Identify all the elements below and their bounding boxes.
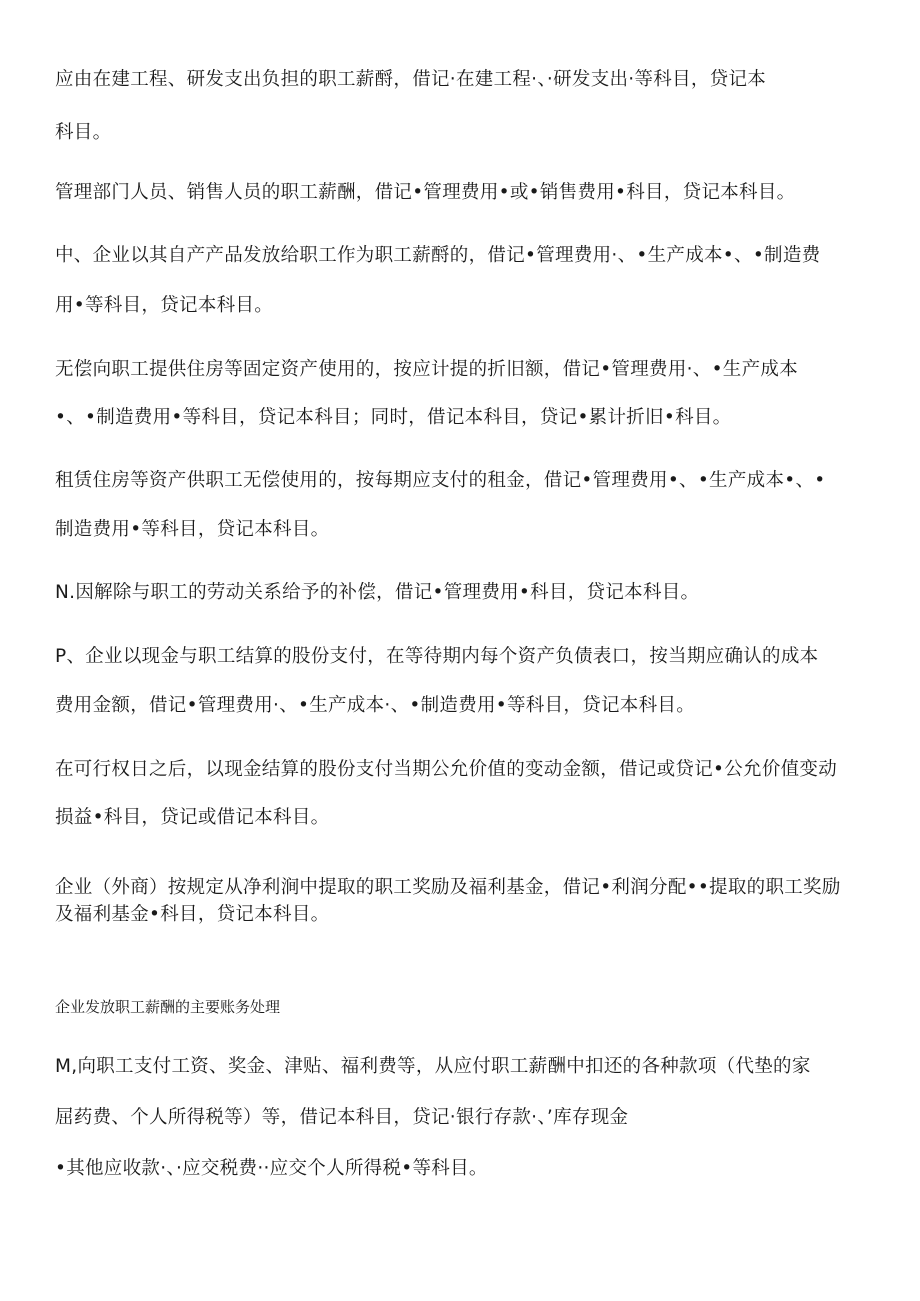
final-paragraph-line-2: 屈药费、个人所得税等）等，借记本科目，贷记·银行存款·、’库存现金 (55, 1107, 629, 1128)
final-paragraph-line-1: M,向职工支付工资、奖金、津贴、福利费等，从应付职工薪酬中扣还的各种款项（代垫的家 (55, 1056, 811, 1077)
paragraph-2-line-1: 管理部门人员、销售人员的职工薪酬，借记•管理费用•或•销售费用•科目，贷记本科目。 (55, 182, 796, 203)
paragraph-1-line-2: 科目。 (55, 122, 112, 143)
paragraph-1-line-1: 应由在建工程、研发支出负担的职工薪酹，借记·在建工程·、·研发支出·等科目，贷记本 (55, 69, 767, 90)
paragraph-6-line-1: N.因解除与职工的劳动关系给予的补偿，借记•管理费用•科目，贷记本科目。 (55, 582, 700, 603)
paragraph-5-line-1: 租赁住房等资产供职工无偿使用的，按每期应支付的租金，借记•管理费用•、•生产成本•、• (55, 470, 826, 491)
paragraph-4-line-2: •、•制造费用•等科目，贷记本科目；同时，借记本科目，贷记•累计折旧•科目。 (55, 407, 732, 428)
paragraph-7-line-1: P、企业以现金与职工结算的股份支付，在等待期内每个资产负债表口，按当期应确认的成本 (55, 646, 819, 667)
paragraph-8-line-2: 损益•科目，贷记或借记本科目。 (55, 807, 330, 828)
paragraph-5-line-2: 制造费用•等科目，贷记本科目。 (55, 519, 330, 540)
paragraph-3-line-2: 用•等科目，贷记本科目。 (55, 295, 274, 316)
paragraph-7-line-2: 费用金额，借记•管理费用·、•生产成本·、•制造费用•等科目，贷记本科目。 (55, 695, 696, 716)
paragraph-4-line-1: 无偿向职工提供住房等固定资产使用的，按应计提的折旧额，借记•管理费用·、•生产成本 (55, 359, 799, 380)
section-heading: 企业发放职工薪酬的主要账务处理 (55, 998, 281, 1016)
final-paragraph-line-3: •其他应收款·、·应交税费··应交个人所得税•等科目。 (55, 1158, 488, 1179)
paragraph-3-line-1: 中、企业以其自产产品发放给职工作为职工薪酹的，借记•管理费用·、•生产成本•、•制造费 (55, 245, 821, 266)
paragraph-9-line-1: 企业（外商）按规定从净利涧中提取的职工奖励及福利基金，借记•利润分配••提取的职工奖励 (55, 877, 841, 898)
paragraph-8-line-1: 在可行权日之后，以现金结算的股份支付当期公允价值的变动金额，借记或贷记•公允价值变动 (55, 759, 838, 780)
paragraph-9-line-2: 及福利基金•科目，贷记本科目。 (55, 904, 330, 925)
